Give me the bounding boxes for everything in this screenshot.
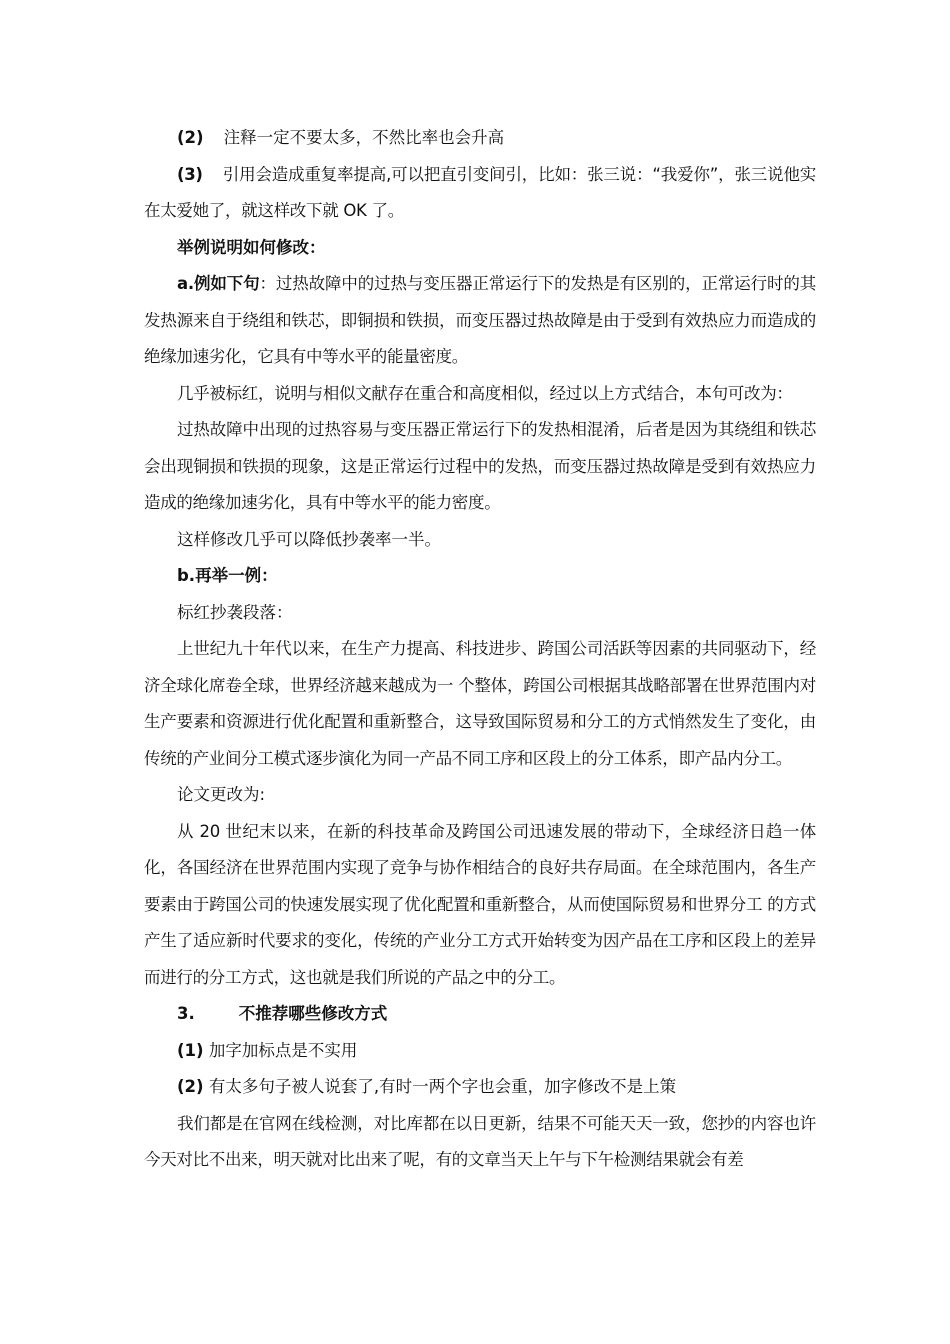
paragraph-note-3 [144,157,816,230]
paragraph-text: 注释一定不要太多，不然比率也会升高 [223,128,505,147]
paragraph-plagiarism-original: 上世纪九十年代以来，在生产力提高、科技进步、跨国公司活跃等因素的共同驱动下，经济全球化席卷全球，世界经济越来越成为一 个整体，跨国公司根据其战略部署在世界范围内对生产要素和资源进行优化配置和重新整合，这导致国际贸易和分工的方式悄然发生了变化，由传统的产业间分工模式逐步演化为同一产品不同工序和区段上的分工体系，即产品内分工。 [144,639,816,768]
paragraph-plagiarism-label: 标红抄袭段落： [177,602,293,622]
paragraph-method-1 [144,1033,816,1070]
paragraph-example-a [144,266,816,376]
paragraph-text: 加字加标点是不实用 [208,1040,358,1060]
list-number: (3) [177,164,203,184]
paragraph-revised-label: 论文更改为: [177,785,266,804]
list-number: (2) [177,128,204,147]
heading-text: 不推荐哪些修改方式 [238,1004,388,1023]
paragraph-rewritten-a: 过热故障中出现的过热容易与变压器正常运行下的发热相混淆，后者是因为其绕组和铁芯会出现铜损和铁损的现象，这是正常运行过程中的发热，而变压器过热故障是受到有效热应力造成的绝缘加速劣化，具有中等水平的能力密度。 [144,420,816,512]
paragraph-method-2 [144,1069,816,1106]
section-heading-not-recommended [144,996,816,1033]
paragraph-online-check: 我们都是在官网在线检测，对比库都在以日更新，结果不可能天天一致，您抄的内容也许今天对比不出来，明天就对比出来了呢，有的文章当天上午与下午检测结果就会有差 [144,1113,816,1169]
paragraph-text: ：过热故障中的过热与变压器正常运行下的发热是有区别的，正常运行时的其发热源来自于绕组和铁芯，即铜损和铁损，而变压器过热故障是由于受到有效热应力而造成的绝缘加速劣化，它具有中等水平的能量密度。 [144,274,816,366]
paragraph-marked-red: 几乎被标红，说明与相似文献存在重合和高度相似，经过以上方式结合，本句可改为： [177,383,793,403]
paragraph-text: 有太多句子被人说套了,有时一两个字也会重，加字修改不是上策 [208,1077,677,1096]
paragraph-revised-text: 从 20 世纪末以来，在新的科技革命及跨国公司迅速发展的带动下，全球经济日趋一体化，各国经济在世界范围内实现了竞争与协作相结合的良好共存局面。在全球范围内，各生产要素由于跨国公司的快速发展实现了优化配置和重新整合，从而使国际贸易和世界分工 的方式产生了适应新时代要求的变化，传统的产业分工方式开始转变为因产品在工序和区段上的差异而进行的分工方式，这也就是我们所说的产品之中的分工。 [144,821,816,987]
document-body [144,120,816,1179]
section-heading-example: 举例说明如何修改： [177,237,326,257]
paragraph-result: 这样修改几乎可以降低抄袭率一半。 [177,529,441,549]
section-heading-example-b: b.再举一例： [177,566,278,585]
paragraph-note-2 [144,120,816,157]
list-number: 3. [177,1004,195,1023]
list-number: (1) [177,1040,204,1060]
example-label: a.例如下句 [177,274,260,293]
list-number: (2) [177,1077,204,1096]
paragraph-text: 引用会造成重复率提高,可以把直引变间引，比如：张三说：“我爱你”，张三说他实在太爱她了，就这样改下就 OK 了。 [144,164,816,220]
